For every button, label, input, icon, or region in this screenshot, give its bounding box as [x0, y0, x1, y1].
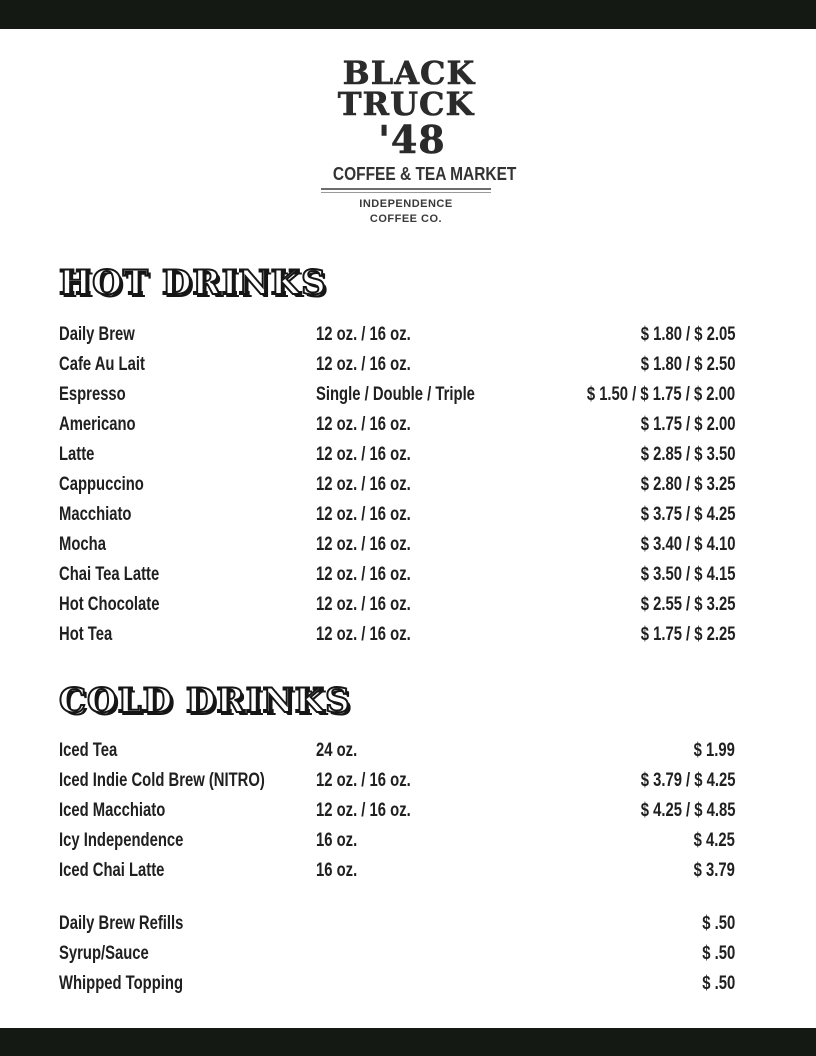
- item-name: Hot Tea: [59, 624, 113, 645]
- extras-menu-item: [59, 909, 735, 939]
- item-name: Icy Independence: [59, 830, 184, 851]
- hot-menu-item: [59, 320, 735, 350]
- item-size: 12 oz. / 16 oz.: [316, 624, 411, 645]
- item-size: 12 oz. / 16 oz.: [316, 354, 411, 375]
- item-size: 16 oz.: [316, 860, 358, 881]
- item-size: 12 oz. / 16 oz.: [316, 474, 411, 495]
- item-size: 12 oz. / 16 oz.: [316, 594, 411, 615]
- item-size: 12 oz. / 16 oz.: [316, 504, 411, 525]
- logo-small-line-2: COFFEE CO.: [369, 213, 443, 225]
- hot-menu-item: [59, 500, 735, 530]
- item-name: Syrup/Sauce: [59, 943, 149, 964]
- item-price: $ 1.80 / $ 2.50: [640, 354, 735, 375]
- item-size: 12 oz. / 16 oz.: [316, 414, 411, 435]
- item-name: Iced Indie Cold Brew (NITRO): [59, 770, 265, 791]
- item-price: $ 4.25: [693, 830, 735, 851]
- item-price: $ 2.85 / $ 3.50: [640, 444, 735, 465]
- hot-menu-item: [59, 590, 735, 620]
- item-price: $ 1.50 / $ 1.75 / $ 2.00: [586, 384, 735, 405]
- item-name: Chai Tea Latte: [59, 564, 160, 585]
- hot-menu-item: [59, 530, 735, 560]
- item-name: Mocha: [59, 534, 106, 555]
- item-price: $ 3.79 / $ 4.25: [640, 770, 735, 791]
- item-price: $ 1.75 / $ 2.25: [640, 624, 735, 645]
- item-size: 12 oz. / 16 oz.: [316, 444, 411, 465]
- item-size: 12 oz. / 16 oz.: [316, 770, 411, 791]
- cold-menu-item: [59, 826, 735, 856]
- item-size: 12 oz. / 16 oz.: [316, 800, 411, 821]
- item-price: $ .50: [702, 913, 735, 934]
- cold-drinks-heading: COLD DRINKS: [59, 681, 351, 721]
- item-name: Whipped Topping: [59, 973, 184, 994]
- item-name: Daily Brew Refills: [59, 913, 184, 934]
- item-name: Hot Chocolate: [59, 594, 160, 615]
- item-price: $ 2.80 / $ 3.25: [640, 474, 735, 495]
- item-price: $ 3.75 / $ 4.25: [640, 504, 735, 525]
- item-price: $ 3.79: [693, 860, 735, 881]
- brand-logo: [306, 54, 517, 248]
- item-name: Latte: [59, 444, 95, 465]
- top-bar: [0, 0, 816, 29]
- item-name: Americano: [59, 414, 136, 435]
- logo-subtitle: COFFEE & TEA MARKET: [332, 164, 517, 184]
- item-price: $ 3.40 / $ 4.10: [640, 534, 735, 555]
- cold-menu-item: [59, 766, 735, 796]
- item-name: Iced Chai Latte: [59, 860, 165, 881]
- logo-line-2: TRUCK: [337, 85, 475, 123]
- hot-menu-item: [59, 380, 735, 410]
- item-price: $ .50: [702, 973, 735, 994]
- hot-menu-item: [59, 560, 735, 590]
- hot-menu-item: [59, 440, 735, 470]
- item-size: 12 oz. / 16 oz.: [316, 564, 411, 585]
- item-name: Macchiato: [59, 504, 132, 525]
- logo-small-line-1: INDEPENDENCE: [359, 198, 453, 210]
- cold-menu-item: [59, 796, 735, 826]
- item-price: $ 4.25 / $ 4.85: [640, 800, 735, 821]
- logo-line-3: '48: [378, 117, 446, 162]
- item-size: 12 oz. / 16 oz.: [316, 324, 411, 345]
- item-price: $ 1.99: [693, 740, 735, 761]
- item-size: 16 oz.: [316, 830, 358, 851]
- item-size: Single / Double / Triple: [316, 384, 475, 405]
- hot-drinks-heading: HOT DRINKS: [59, 263, 327, 303]
- hot-menu-item: [59, 410, 735, 440]
- extras-menu-item: [59, 939, 735, 969]
- hot-menu-item: [59, 470, 735, 500]
- logo-line-1: BLACK: [342, 54, 476, 92]
- item-size: 12 oz. / 16 oz.: [316, 534, 411, 555]
- item-price: $ 1.80 / $ 2.05: [640, 324, 735, 345]
- item-price: $ .50: [702, 943, 735, 964]
- item-name: Cappuccino: [59, 474, 144, 495]
- bottom-bar: [0, 1028, 816, 1056]
- item-name: Daily Brew: [59, 324, 135, 345]
- item-size: 24 oz.: [316, 740, 358, 761]
- hot-menu-item: [59, 350, 735, 380]
- item-name: Cafe Au Lait: [59, 354, 145, 375]
- item-name: Iced Macchiato: [59, 800, 166, 821]
- cold-menu-item: [59, 856, 735, 886]
- logo-rule: [321, 188, 491, 193]
- item-price: $ 2.55 / $ 3.25: [640, 594, 735, 615]
- hot-menu-item: [59, 620, 735, 650]
- item-price: $ 3.50 / $ 4.15: [640, 564, 735, 585]
- extras-menu-item: [59, 969, 735, 999]
- item-name: Espresso: [59, 384, 126, 405]
- item-price: $ 1.75 / $ 2.00: [640, 414, 735, 435]
- cold-menu-item: [59, 736, 735, 766]
- item-name: Iced Tea: [59, 740, 118, 761]
